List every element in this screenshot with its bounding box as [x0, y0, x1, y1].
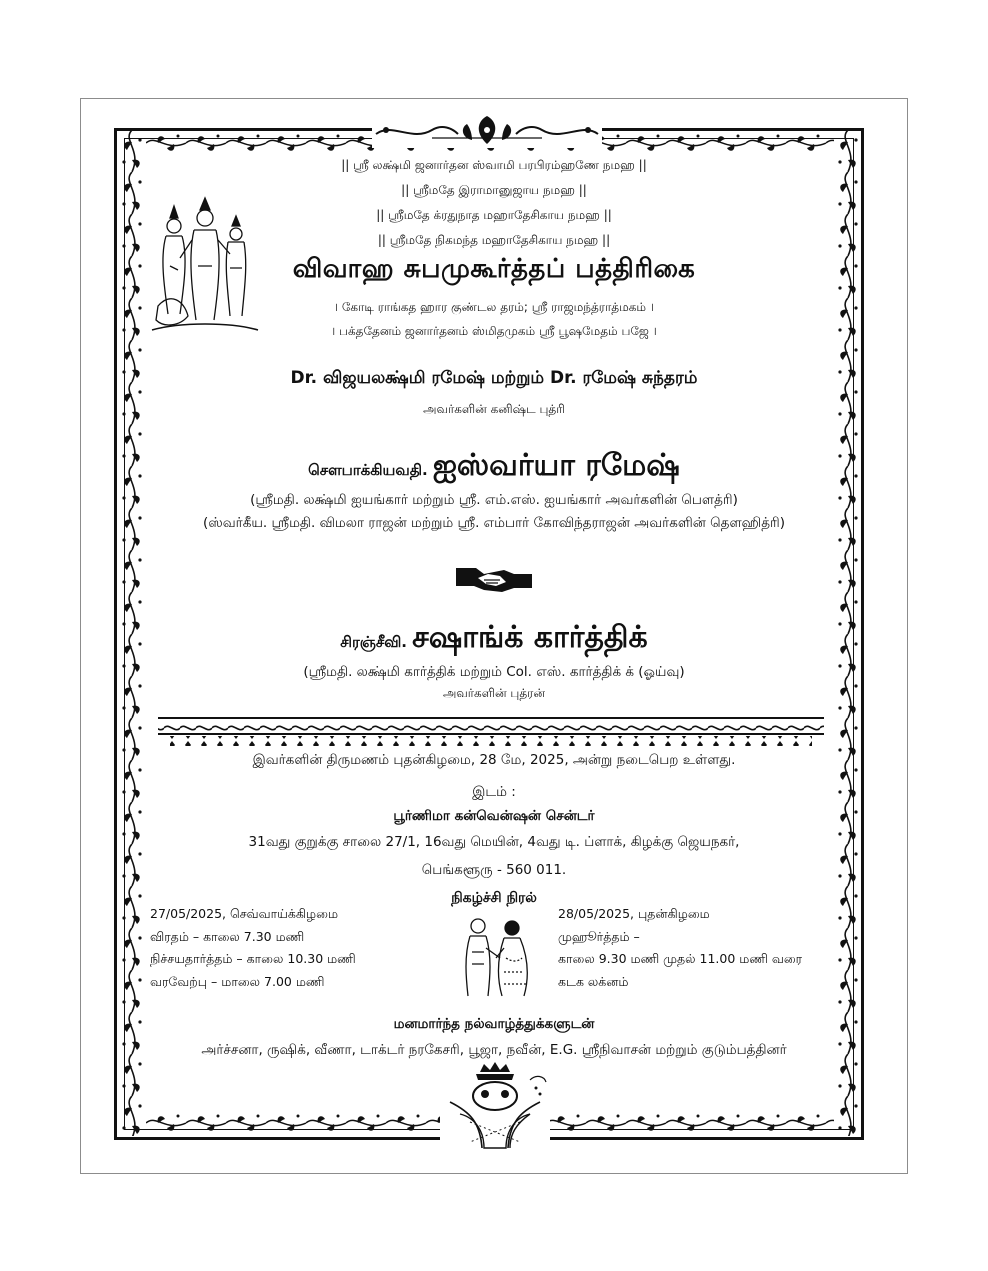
invocation-line: || ஸ்ரீமதே இராமானுஜாய நமஹ ||	[401, 183, 587, 197]
venue-name: பூர்ணிமா கன்வென்ஷன் சென்டர்	[393, 808, 595, 824]
groom-parents: (ஸ்ரீமதி. லக்ஷ்மி கார்த்திக் மற்றும் Col. எஸ். கார்த்திக் க் (ஓய்வு)	[303, 664, 685, 680]
groom-name-line	[0, 620, 988, 659]
wedding-announcement: இவர்களின் திருமணம் புதன்கிழமை, 28 மே, 2025, அன்று நடைபெற உள்ளது.	[252, 752, 736, 768]
day2-event: காலை 9.30 மணி முதல் 11.00 மணி வரை	[558, 951, 803, 966]
day1-event: வரவேற்பு – மாலை 7.00 மணி	[150, 973, 325, 989]
bride-grandparents-line: (ஸ்வர்கீய. ஸ்ரீமதி. விமலா ராஜன் மற்றும் ஸ்ரீ. எம்பார் கோவிந்தராஜன் அவர்களின் தௌஹித்ரி)	[202, 515, 786, 531]
well-wishers: அர்ச்சனா, ருஷிக், வீணா, டாக்டர் நரகேசரி, பூஜா, நவீன், E.G. ஸ்ரீநிவாசன் மற்றும் குடும்பத்தினர்	[201, 1042, 787, 1058]
invocation-line: || ஸ்ரீமதே நிகமந்த மஹாதேசிகாய நமஹ ||	[377, 233, 611, 247]
couple-illustration	[456, 912, 536, 998]
venue-label: இடம் :	[472, 784, 516, 800]
top-center-ornament	[372, 112, 602, 148]
day2-event: கடக லக்னம்	[558, 973, 629, 989]
invitation-title: விவாஹ சுபமுகூர்த்தப் பத்திரிகை	[292, 254, 696, 284]
day1-schedule	[150, 903, 356, 993]
day2-event: முஹூர்த்தம் –	[558, 928, 640, 944]
day1-event: விரதம் – காலை 7.30 மணி	[150, 928, 305, 944]
day1-event: நிச்சயதார்த்தம் – காலை 10.30 மணி	[150, 951, 356, 966]
verse-line: । கோடி ராங்கத ஹார குண்டல தரம்; ஸ்ரீ ராஜமந்த்ராத்மகம் ।	[334, 300, 654, 314]
day2-date: 28/05/2025, புதன்கிழமை	[558, 906, 710, 921]
venue-address: 31வது குறுக்கு சாலை 27/1, 16வது மெயின், 4வது டி. ப்ளாக், கிழக்கு ஜெயநகர்,	[248, 834, 740, 850]
bride-name: ஐஸ்வர்யா ரமேஷ்	[432, 448, 680, 483]
venue-city: பெங்களூரு - 560 011.	[421, 862, 567, 878]
ornamental-divider	[148, 710, 834, 746]
schedule-title: நிகழ்ச்சி நிரல்	[451, 890, 537, 906]
bride-name-line	[0, 448, 988, 487]
bride-grandparents-line: (ஸ்ரீமதி. லக்ஷ்மி ஐயங்கார் மற்றும் ஸ்ரீ. எம்.எஸ். ஐயங்கார் அவர்களின் பௌத்ரி)	[250, 492, 738, 508]
groom-relation: அவர்களின் புத்ரன்	[442, 686, 546, 700]
kalash-coconut-icon	[440, 1062, 550, 1152]
invocation-line: || ஸ்ரீமதே க்ரதுநாத மஹாதேசிகாய நமஹ ||	[376, 208, 612, 222]
day1-date: 27/05/2025, செவ்வாய்க்கிழமை	[150, 906, 339, 921]
invocation-line: || ஸ்ரீ லக்ஷ்மி ஜனார்தன ஸ்வாமி பரபிரம்ஹணே நமஹ ||	[341, 158, 647, 172]
bride-parents: Dr. விஜயலக்ஷ்மி ரமேஷ் மற்றும் Dr. ரமேஷ் சுந்தரம்	[290, 368, 698, 388]
bride-prefix: சௌபாக்கியவதி.	[308, 461, 428, 479]
handshake-icon	[454, 560, 534, 596]
greeting: மனமார்ந்த நல்வாழ்த்துக்களுடன்	[393, 1016, 595, 1032]
groom-name: சஷாங்க் கார்த்திக்	[412, 620, 648, 655]
groom-prefix: சிரஞ்சீவி.	[340, 633, 407, 651]
day2-schedule	[558, 903, 802, 993]
bride-relation: அவர்களின் கனிஷ்ட புத்ரி	[423, 402, 565, 416]
verse-line: । பக்ததேனம் ஜனார்தனம் ஸ்மிதமுகம் ஸ்ரீ பூஷமேதம் பஜே ।	[331, 324, 657, 338]
